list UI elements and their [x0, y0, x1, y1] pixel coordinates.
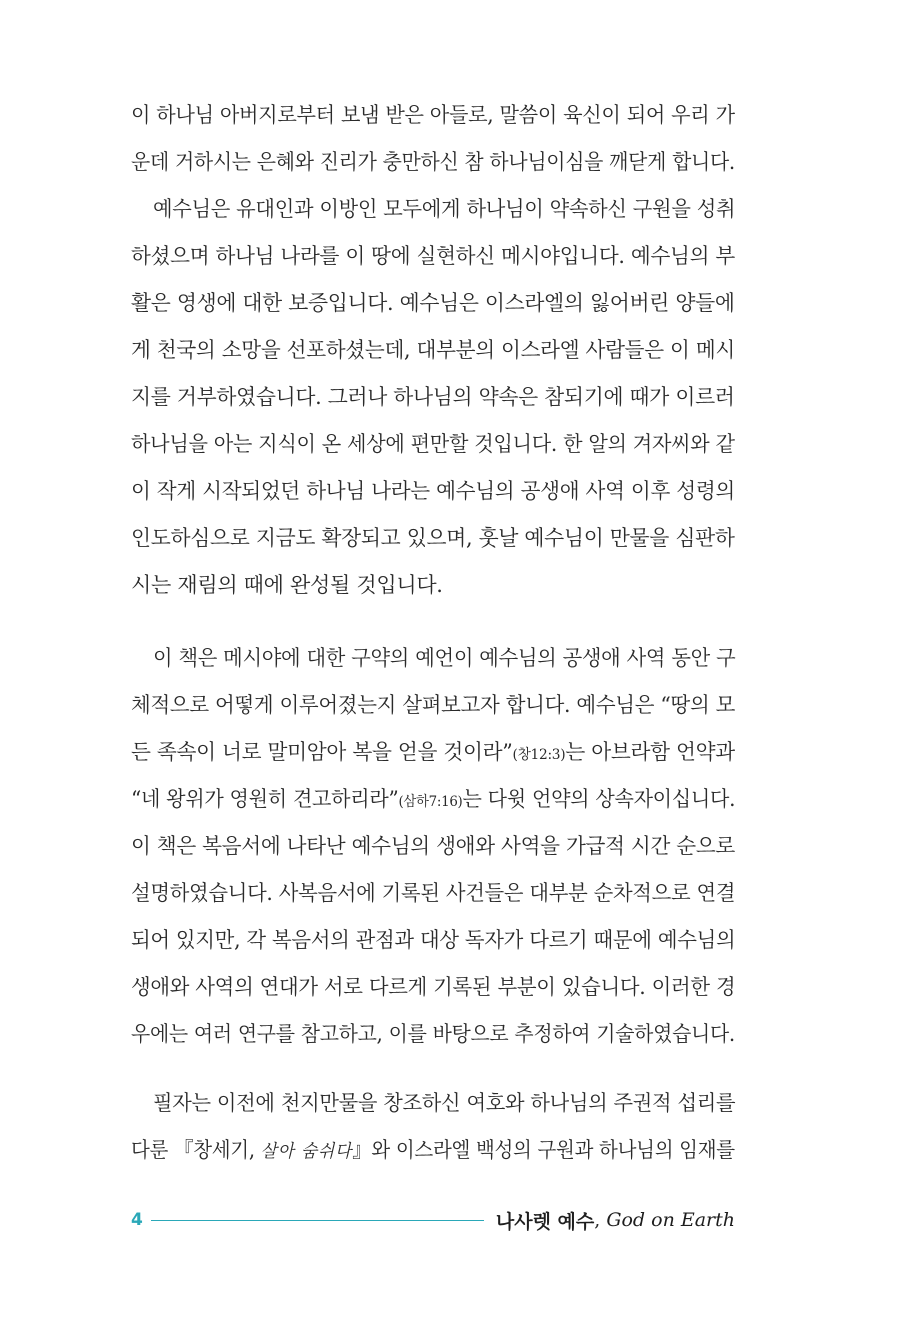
paragraph-line: 이 하나님 아버지로부터 보냄 받은 아들로, 말씀이 육신이 되어 우리 가	[131, 103, 735, 127]
paragraph-line: 이 책은 메시야에 대한 구약의 예언이 예수님의 공생애 사역 동안 구	[153, 646, 736, 670]
paragraph-line	[131, 737, 735, 767]
paragraph-line: 예수님은 유대인과 이방인 모두에게 하나님이 약속하신 구원을 성취	[153, 197, 736, 221]
paragraph-line: 체적으로 어떻게 이루어졌는지 살펴보고자 합니다. 예수님은 “땅의 모	[131, 693, 736, 717]
paragraph-line: 하나님을 아는 지식이 온 세상에 편만할 것입니다. 한 알의 겨자씨와 같	[131, 432, 735, 456]
paragraph-line: 운데 거하시는 은혜와 진리가 충만하신 참 하나님이심을 깨닫게 합니다.	[131, 150, 735, 174]
paragraph-line: 시는 재림의 때에 완성될 것입니다.	[131, 573, 443, 597]
running-subtitle: God on Earth	[606, 1209, 735, 1231]
paragraph-line: 이 책은 복음서에 나타난 예수님의 생애와 사역을 가급적 시간 순으로	[131, 834, 735, 858]
paragraph-line: 지를 거부하였습니다. 그러나 하나님의 약속은 참되기에 때가 이르러	[131, 385, 735, 409]
scripture-reference: (창12:3)	[512, 747, 566, 763]
paragraph-text: 다룬 『창세기,	[131, 1138, 261, 1162]
paragraph-line: 필자는 이전에 천지만물을 창조하신 여호와 하나님의 주권적 섭리를	[153, 1091, 736, 1115]
paragraph-line: 생애와 사역의 연대가 서로 다르게 기록된 부분이 있습니다. 이러한 경	[131, 975, 736, 999]
paragraph-line: 활은 영생에 대한 보증입니다. 예수님은 이스라엘의 잃어버린 양들에	[131, 291, 735, 315]
running-title-separator: ,	[594, 1209, 601, 1231]
book-title-script: 살아 숨쉬다	[260, 1141, 353, 1162]
paragraph-line: 되어 있지만, 각 복음서의 관점과 대상 독자가 다르기 때문에 예수님의	[131, 928, 736, 952]
paragraph-text: 는 다윗 언약의 상속자이십니다.	[462, 787, 736, 811]
paragraph-line: 우에는 여러 연구를 참고하고, 이를 바탕으로 추정하여 기술하였습니다.	[131, 1022, 735, 1046]
quote-text: 든 족속이 너로 말미암아 복을 얻을 것이라”	[131, 740, 513, 764]
running-title: 나사렛 예수	[495, 1210, 595, 1233]
page-footer	[131, 1206, 735, 1234]
paragraph-line	[131, 784, 735, 814]
paragraph-line: 설명하였습니다. 사복음서에 기록된 사건들은 대부분 순차적으로 연결	[131, 881, 736, 905]
page-number: 4	[131, 1210, 143, 1230]
paragraph-line: 게 천국의 소망을 선포하셨는데, 대부분의 이스라엘 사람들은 이 메시	[131, 338, 735, 362]
paragraph-line	[131, 1135, 735, 1165]
paragraph-text: 』와 이스라엘 백성의 구원과 하나님의 임재를	[352, 1138, 735, 1162]
scripture-reference: (삼하7:16)	[398, 794, 463, 810]
paragraph-line: 이 작게 시작되었던 하나님 나라는 예수님의 공생애 사역 이후 성령의	[131, 479, 735, 503]
footer-rule	[151, 1220, 484, 1221]
quote-text: “네 왕위가 영원히 견고하리라”	[131, 787, 399, 811]
paragraph-line: 인도하심으로 지금도 확장되고 있으며, 훗날 예수님이 만물을 심판하	[131, 526, 735, 550]
paragraph-line: 하셨으며 하나님 나라를 이 땅에 실현하신 메시야입니다. 예수님의 부	[131, 244, 735, 268]
paragraph-text: 는 아브라함 언약과	[565, 740, 735, 764]
